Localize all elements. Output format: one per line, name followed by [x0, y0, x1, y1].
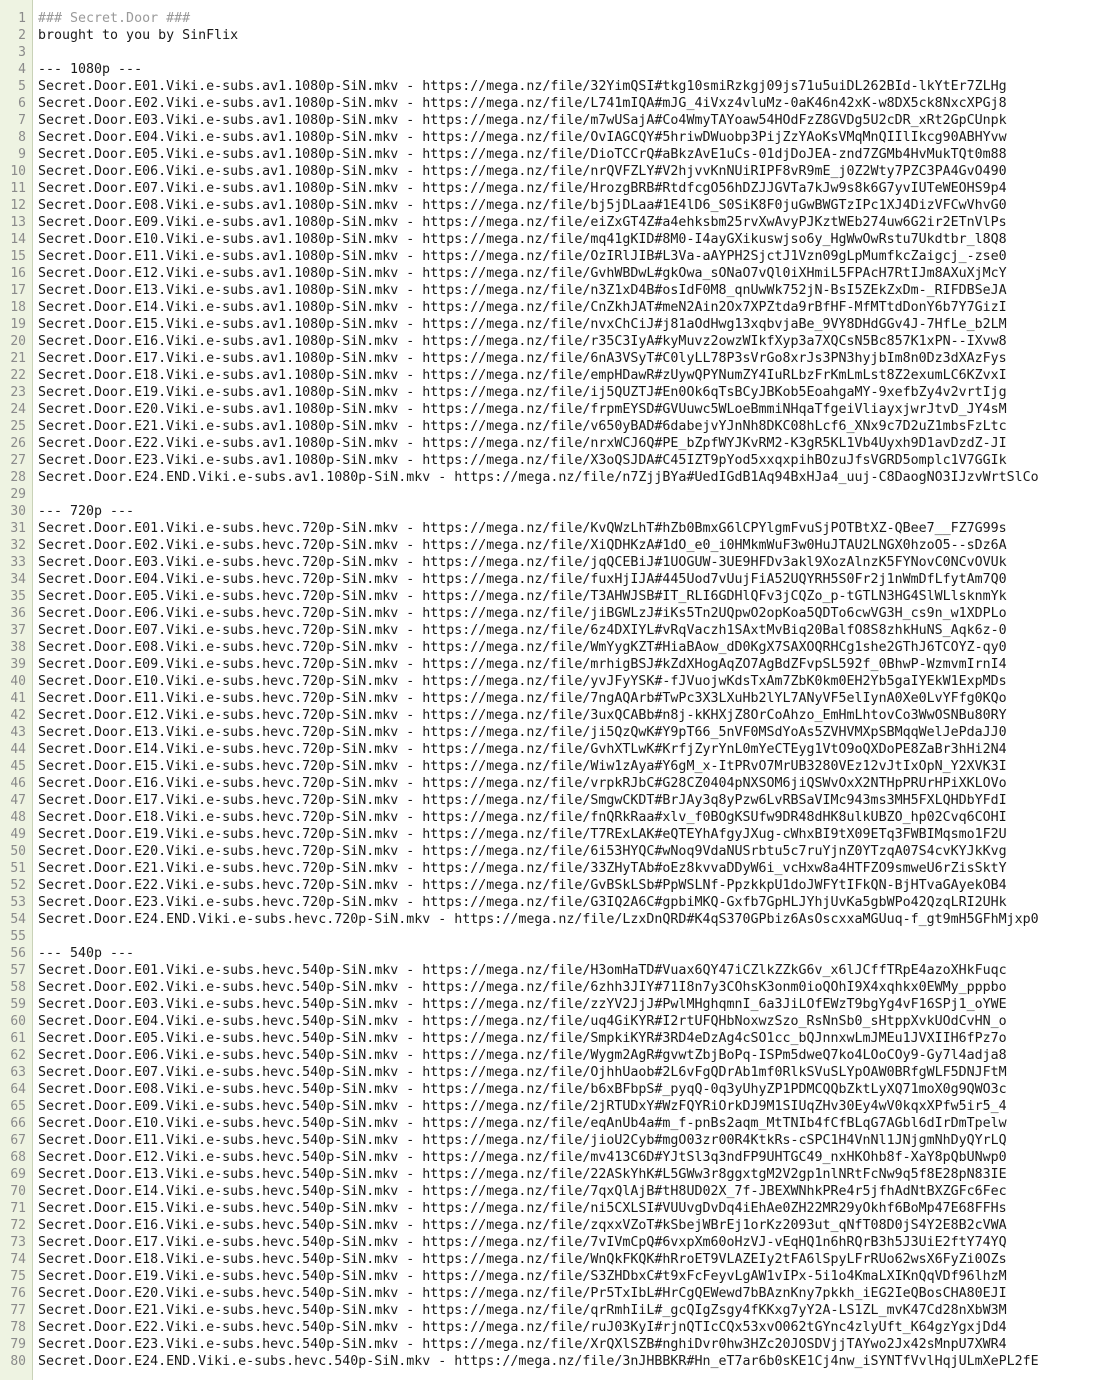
line-number: 77 — [10, 1303, 26, 1318]
line-number: 54 — [10, 912, 26, 927]
document-line[interactable] — [0, 350, 1098, 367]
document-line[interactable] — [0, 690, 1098, 707]
document-line[interactable] — [0, 792, 1098, 809]
line-number: 13 — [10, 215, 26, 230]
line-number: 57 — [10, 963, 26, 978]
line-number: 58 — [10, 980, 26, 995]
line-number: 52 — [10, 878, 26, 893]
line-text: Secret.Door.E08.Viki.e-subs.av1.1080p-SiN.mkv - https://mega.nz/file/bj5jDLaa#1E4lD6_S0SiK8F0juGwBWGTzIPc1XJ4DizVFCwVhvG0 — [38, 198, 1007, 213]
document-line[interactable] — [0, 486, 1098, 503]
line-number: 6 — [18, 96, 26, 111]
line-number: 27 — [10, 453, 26, 468]
line-text: Secret.Door.E03.Viki.e-subs.hevc.540p-SiN.mkv - https://mega.nz/file/zzYV2JjJ#PwlMHghqmnI_6a3JiLOfEWzT9bgYg4vF16SPj1_oYWE — [38, 997, 1007, 1012]
document-line[interactable] — [0, 588, 1098, 605]
document-line[interactable] — [0, 1030, 1098, 1047]
line-number: 30 — [10, 504, 26, 519]
line-text: Secret.Door.E04.Viki.e-subs.hevc.720p-SiN.mkv - https://mega.nz/file/fuxHjIJA#445Uod7vUujFiA52UQYRH5S0Fr2j1nWmDfLfytAm7Q0 — [38, 572, 1007, 587]
document-line[interactable] — [0, 673, 1098, 690]
line-number: 66 — [10, 1116, 26, 1131]
line-number: 62 — [10, 1048, 26, 1063]
line-number: 31 — [10, 521, 26, 536]
line-number: 42 — [10, 708, 26, 723]
line-text: --- 720p --- — [38, 504, 135, 519]
line-text: Secret.Door.E21.Viki.e-subs.av1.1080p-SiN.mkv - https://mega.nz/file/v650yBAD#6dabejvYJnNh8DKC08hLcf6_XNx9c7D2uZ1mbsFzLtc — [38, 419, 1007, 434]
line-number: 45 — [10, 759, 26, 774]
document-line[interactable] — [0, 1302, 1098, 1319]
line-text: Secret.Door.E15.Viki.e-subs.hevc.540p-SiN.mkv - https://mega.nz/file/ni5CXLSI#VUUvgDvDq4iEhAe0ZH22MR29yOkhf6BoMp47E68FFHs — [38, 1201, 1007, 1216]
line-number: 69 — [10, 1167, 26, 1182]
line-text: Secret.Door.E06.Viki.e-subs.hevc.540p-SiN.mkv - https://mega.nz/file/Wygm2AgR#gvwtZbjBoPq-ISPm5dweQ7ko4LOoCOy9-Gy7l4adja8 — [38, 1048, 1007, 1063]
line-text: Secret.Door.E20.Viki.e-subs.hevc.720p-SiN.mkv - https://mega.nz/file/6i53HYQC#wNoq9VdaNUSrbtu5c7ruYjnZ0YTzqA07S4cvKYJkKvg — [38, 844, 1007, 859]
line-number: 28 — [10, 470, 26, 485]
document-line[interactable] — [0, 826, 1098, 843]
line-text: Secret.Door.E06.Viki.e-subs.av1.1080p-SiN.mkv - https://mega.nz/file/nrQVFZLY#V2hjvvKnNUiRIPF8vR9mE_j0Z2Wty7PZC3PA4GvO490 — [38, 164, 1007, 179]
line-text: Secret.Door.E15.Viki.e-subs.hevc.720p-SiN.mkv - https://mega.nz/file/Wiw1zAya#Y6gM_x-ItPRvO7MrUB3280VEz12vJtIxOpN_Y2XVK3I — [38, 759, 1007, 774]
document-line[interactable] — [0, 418, 1098, 435]
line-text: Secret.Door.E08.Viki.e-subs.hevc.720p-SiN.mkv - https://mega.nz/file/WmYygKZT#HiaBAow_dD0KgX7SAXOQRHCg1she2GThJ6TCOYZ-qy0 — [38, 640, 1007, 655]
line-text: Secret.Door.E13.Viki.e-subs.hevc.540p-SiN.mkv - https://mega.nz/file/22ASkYhK#L5GWw3r8ggxtgM2V2gp1nlNRtFcNw9q5f8E28pN83IE — [38, 1167, 1007, 1182]
line-number: 4 — [18, 62, 26, 77]
line-number: 18 — [10, 300, 26, 315]
document-line[interactable] — [0, 894, 1098, 911]
line-text: brought to you by SinFlix — [38, 28, 239, 43]
document-line[interactable] — [0, 1132, 1098, 1149]
line-text: Secret.Door.E24.END.Viki.e-subs.hevc.720p-SiN.mkv - https://mega.nz/file/LzxDnQRD#K4qS370GPbiz6AsOscxxaMGUuq-f_gt9mH5GFhMjxp0 — [38, 912, 1039, 927]
line-number: 70 — [10, 1184, 26, 1199]
document-line[interactable] — [0, 537, 1098, 554]
line-number: 67 — [10, 1133, 26, 1148]
line-text: Secret.Door.E10.Viki.e-subs.hevc.720p-SiN.mkv - https://mega.nz/file/yvJFyYSK#-fJVuojwKdsTxAm7ZbK0km0EH2Yb5gaIYEkW1ExpMDs — [38, 674, 1007, 689]
line-text: Secret.Door.E04.Viki.e-subs.hevc.540p-SiN.mkv - https://mega.nz/file/uq4GiKYR#I2rtUFQHbNoxwzSzo_RsNnSb0_sHtppXvkUOdCvHN_o — [38, 1014, 1007, 1029]
document-line[interactable] — [0, 146, 1098, 163]
document-line[interactable] — [0, 1149, 1098, 1166]
document-line[interactable] — [0, 401, 1098, 418]
line-text: Secret.Door.E14.Viki.e-subs.hevc.720p-SiN.mkv - https://mega.nz/file/GvhXTLwK#KrfjZyrYnL0mYeCTEyg1VtO9oQXDoPE8ZaBr3hHi2N4 — [38, 742, 1007, 757]
document-line[interactable] — [0, 1234, 1098, 1251]
line-number: 80 — [10, 1354, 26, 1369]
line-text: Secret.Door.E22.Viki.e-subs.av1.1080p-SiN.mkv - https://mega.nz/file/nrxWCJ6Q#PE_bZpfWYJKvRM2-K3gR5KL1Vb4Uyxh9D1avDzdZ-JI — [38, 436, 1007, 451]
line-number: 38 — [10, 640, 26, 655]
line-number: 10 — [10, 164, 26, 179]
line-number: 48 — [10, 810, 26, 825]
document-line[interactable] — [0, 860, 1098, 877]
line-number: 61 — [10, 1031, 26, 1046]
line-number: 29 — [10, 487, 26, 502]
line-text: Secret.Door.E18.Viki.e-subs.hevc.720p-SiN.mkv - https://mega.nz/file/fnQRkRaa#xlv_f0BOgKSUfw9DR48dHK8ulkUBZO_hp02Cvq6COHI — [38, 810, 1007, 825]
line-number: 19 — [10, 317, 26, 332]
document-line[interactable] — [0, 758, 1098, 775]
line-number: 8 — [18, 130, 26, 145]
document-line[interactable] — [0, 724, 1098, 741]
document-line[interactable] — [0, 180, 1098, 197]
document-line[interactable] — [0, 1268, 1098, 1285]
document-line[interactable] — [0, 61, 1098, 78]
line-number: 37 — [10, 623, 26, 638]
document-line[interactable] — [0, 605, 1098, 622]
document-line[interactable] — [0, 622, 1098, 639]
document-line[interactable] — [0, 1115, 1098, 1132]
line-number: 71 — [10, 1201, 26, 1216]
line-number: 21 — [10, 351, 26, 366]
line-text: Secret.Door.E12.Viki.e-subs.av1.1080p-SiN.mkv - https://mega.nz/file/GvhWBDwL#gkOwa_sONaO7vQl0iXHmiL5FPAcH7RtIJm8AXuXjMcY — [38, 266, 1007, 281]
line-text: Secret.Door.E16.Viki.e-subs.av1.1080p-SiN.mkv - https://mega.nz/file/r35C3IyA#kyMuvz2owzWIkfXyp3a7XQCsN5Bc857K1xPN--IXvw8 — [38, 334, 1007, 349]
line-number: 11 — [10, 181, 26, 196]
line-number: 41 — [10, 691, 26, 706]
document-line[interactable] — [0, 741, 1098, 758]
line-number: 33 — [10, 555, 26, 570]
line-text: Secret.Door.E10.Viki.e-subs.hevc.540p-SiN.mkv - https://mega.nz/file/eqAnUb4a#m_f-pnBs2aqm_MtTNIb4fCfBLqG7AGbl6dIrDmTpelw — [38, 1116, 1007, 1131]
line-number: 79 — [10, 1337, 26, 1352]
line-number: 64 — [10, 1082, 26, 1097]
document-line[interactable] — [0, 367, 1098, 384]
line-text: Secret.Door.E16.Viki.e-subs.hevc.720p-SiN.mkv - https://mega.nz/file/vrpkRJbC#G28CZ0404pNXSOM6jiQSWvOxX2NTHpPRUrHPiXKLOVo — [38, 776, 1007, 791]
document-line[interactable] — [0, 231, 1098, 248]
line-text: Secret.Door.E09.Viki.e-subs.av1.1080p-SiN.mkv - https://mega.nz/file/eiZxGT4Z#a4ehksbm25rvXwAvyPJKztWEb274uw6G2ir2ETnVlPs — [38, 215, 1007, 230]
document-line[interactable] — [0, 163, 1098, 180]
line-text: Secret.Door.E17.Viki.e-subs.hevc.540p-SiN.mkv - https://mega.nz/file/7vIVmCpQ#6vxpXm60oHzVJ-vEqHQ1n6hRQrB3h5J3UiE2ftY74YQ — [38, 1235, 1007, 1250]
line-number: 65 — [10, 1099, 26, 1114]
line-number: 50 — [10, 844, 26, 859]
document-line[interactable] — [0, 1064, 1098, 1081]
document-line[interactable] — [0, 299, 1098, 316]
document-line[interactable] — [0, 1251, 1098, 1268]
document-line[interactable] — [0, 1353, 1098, 1370]
document-line[interactable] — [0, 78, 1098, 95]
document-line[interactable] — [0, 979, 1098, 996]
line-text: Secret.Door.E14.Viki.e-subs.av1.1080p-SiN.mkv - https://mega.nz/file/CnZkhJAT#meN2Ain2Ox7XPZtda9rBfHF-MfMTtdDonY6b7Y7GizI — [38, 300, 1007, 315]
document-line[interactable] — [0, 1217, 1098, 1234]
document-line[interactable] — [0, 248, 1098, 265]
document-line[interactable] — [0, 333, 1098, 350]
line-number: 36 — [10, 606, 26, 621]
document-line[interactable] — [0, 452, 1098, 469]
line-text: Secret.Door.E09.Viki.e-subs.hevc.720p-SiN.mkv - https://mega.nz/file/mrhigBSJ#kZdXHogAqZO7AgBdZFvpSL592f_0BhwP-WzmvmIrnI4 — [38, 657, 1007, 672]
line-text: Secret.Door.E01.Viki.e-subs.hevc.720p-SiN.mkv - https://mega.nz/file/KvQWzLhT#hZb0BmxG6lCPYlgmFvuSjPOTBtXZ-QBee7__FZ7G99s — [38, 521, 1007, 536]
line-number: 40 — [10, 674, 26, 689]
line-text: Secret.Door.E12.Viki.e-subs.hevc.540p-SiN.mkv - https://mega.nz/file/mv413C6D#YJtSl3q3ndFP9UHTGC49_nxHKOhb8f-XaY8pQbUNwp0 — [38, 1150, 1007, 1165]
line-text: Secret.Door.E08.Viki.e-subs.hevc.540p-SiN.mkv - https://mega.nz/file/b6xBFbpS#_pyqQ-0q3yUhyZP1PDMCQQbZktLyXQ71moX0g9QWO3c — [38, 1082, 1007, 1097]
line-number: 22 — [10, 368, 26, 383]
document-line[interactable] — [0, 27, 1098, 44]
document-line[interactable] — [0, 129, 1098, 146]
line-text: Secret.Door.E11.Viki.e-subs.hevc.720p-SiN.mkv - https://mega.nz/file/7ngAQArb#TwPc3X3LXuHb2lYL7ANyVF5elIynA0Xe0LvYFfg0KQo — [38, 691, 1007, 706]
document-line[interactable] — [0, 962, 1098, 979]
document-line[interactable] — [0, 95, 1098, 112]
line-number: 46 — [10, 776, 26, 791]
document-line[interactable] — [0, 1319, 1098, 1336]
line-text: Secret.Door.E07.Viki.e-subs.hevc.540p-SiN.mkv - https://mega.nz/file/OjhhUaob#2L6vFgQDrAb1mf0RlkSVuSLYpOAW0BRfgWLF5DNJFtM — [38, 1065, 1007, 1080]
line-text: Secret.Door.E07.Viki.e-subs.hevc.720p-SiN.mkv - https://mega.nz/file/6z4DXIYL#vRqVaczh1SAxtMvBiq20BalfO8S8zhkHuNS_Aqk6z-0 — [38, 623, 1007, 638]
line-number: 9 — [18, 147, 26, 162]
line-text: Secret.Door.E11.Viki.e-subs.hevc.540p-SiN.mkv - https://mega.nz/file/jioU2Cyb#mgO03zr00R4KtkRs-cSPC1H4VnNl1JNjgmNhDyQYrLQ — [38, 1133, 1007, 1148]
line-number: 76 — [10, 1286, 26, 1301]
line-number: 16 — [10, 266, 26, 281]
document-line[interactable] — [0, 44, 1098, 61]
line-text: Secret.Door.E09.Viki.e-subs.hevc.540p-SiN.mkv - https://mega.nz/file/2jRTUDxY#WzFQYRiOrkDJ9M1SIUqZHv30Ey4wV0kqxXPfw5ir5_4 — [38, 1099, 1007, 1114]
line-text: Secret.Door.E20.Viki.e-subs.hevc.540p-SiN.mkv - https://mega.nz/file/Pr5TxIbL#HrCgQEWewd7bBAznKny7pkkh_iEG2IeQBosCHA80EJI — [38, 1286, 1007, 1301]
document-line[interactable] — [0, 265, 1098, 282]
document-line[interactable] — [0, 1166, 1098, 1183]
document-line[interactable] — [0, 843, 1098, 860]
line-text: Secret.Door.E18.Viki.e-subs.hevc.540p-SiN.mkv - https://mega.nz/file/WnQkFKQK#hRroET9VLAZEIy2tFA6lSpyLFrRUo62wsX6FyZi0OZs — [38, 1252, 1007, 1267]
line-text: Secret.Door.E22.Viki.e-subs.hevc.720p-SiN.mkv - https://mega.nz/file/GvBSkLSb#PpWSLNf-PpzkkpU1doJWFYtIFkQN-BjHTvaGAyekOB4 — [38, 878, 1007, 893]
line-text: Secret.Door.E18.Viki.e-subs.av1.1080p-SiN.mkv - https://mega.nz/file/empHDawR#zUywQPYNumZY4IuRLbzFrKmLmLst8Z2exumLC6KZvxI — [38, 368, 1007, 383]
line-number: 68 — [10, 1150, 26, 1165]
line-number: 23 — [10, 385, 26, 400]
document-line[interactable] — [0, 1336, 1098, 1353]
document-line[interactable] — [0, 112, 1098, 129]
document-line[interactable] — [0, 809, 1098, 826]
document-line[interactable] — [0, 1013, 1098, 1030]
document-line[interactable] — [0, 554, 1098, 571]
line-text: Secret.Door.E21.Viki.e-subs.hevc.720p-SiN.mkv - https://mega.nz/file/33ZHyTAb#oEz8kvvaDDyW6i_vcHxw8a4HTFZO9smweU6rZisSktY — [38, 861, 1007, 876]
line-text: Secret.Door.E14.Viki.e-subs.hevc.540p-SiN.mkv - https://mega.nz/file/7qxQlAjB#tH8UD02X_7f-JBEXWNhkPRe4r5jfhAdNtBXZGFc6Fec — [38, 1184, 1007, 1199]
line-number: 7 — [18, 113, 26, 128]
line-text: --- 1080p --- — [38, 62, 143, 77]
line-number: 2 — [18, 28, 26, 43]
line-number: 34 — [10, 572, 26, 587]
line-number: 74 — [10, 1252, 26, 1267]
line-number: 20 — [10, 334, 26, 349]
line-text: ### Secret.Door ### — [38, 11, 191, 26]
line-text: Secret.Door.E05.Viki.e-subs.hevc.540p-SiN.mkv - https://mega.nz/file/SmpkiKYR#3RD4eDzAg4cSO1cc_bQJnnxwLmJMEu1JVXIIH6fPz7o — [38, 1031, 1007, 1046]
line-text: Secret.Door.E02.Viki.e-subs.hevc.720p-SiN.mkv - https://mega.nz/file/XiQDHKzA#1dO_e0_i0HMkmWuF3w0HuJTAU2LNGX0hzoO5--sDz6A — [38, 538, 1007, 553]
document-line[interactable] — [0, 469, 1098, 486]
line-text: Secret.Door.E06.Viki.e-subs.hevc.720p-SiN.mkv - https://mega.nz/file/jiBGWLzJ#iKs5Tn2UQpwO2opKoa5QDTo6cwVG3H_cs9n_w1XDPLo — [38, 606, 1007, 621]
line-text: Secret.Door.E02.Viki.e-subs.hevc.540p-SiN.mkv - https://mega.nz/file/6zhh3JIY#71I8n7y3COhsK3onm0ioQOhI9X4xqhkx0EWMy_pppbo — [38, 980, 1007, 995]
document-line[interactable] — [0, 1081, 1098, 1098]
line-text: Secret.Door.E10.Viki.e-subs.av1.1080p-SiN.mkv - https://mega.nz/file/mq41gKID#8M0-I4ayGXikuswjso6y_HgWwOwRstu7Ukdtbr_l8Q8 — [38, 232, 1007, 247]
document-line[interactable] — [0, 945, 1098, 962]
line-number: 25 — [10, 419, 26, 434]
document-line[interactable] — [0, 214, 1098, 231]
document-line[interactable] — [0, 503, 1098, 520]
line-number: 72 — [10, 1218, 26, 1233]
line-text: --- 540p --- — [38, 946, 135, 961]
document-line[interactable] — [0, 197, 1098, 214]
line-number: 53 — [10, 895, 26, 910]
document-line[interactable] — [0, 1183, 1098, 1200]
line-text: Secret.Door.E17.Viki.e-subs.av1.1080p-SiN.mkv - https://mega.nz/file/6nA3VSyT#C0lyLL78P3sVrGo8xrJs3PN3hyjbIm8n0Dz3dXAzFys — [38, 351, 1007, 366]
document-line[interactable] — [0, 639, 1098, 656]
line-text: Secret.Door.E15.Viki.e-subs.av1.1080p-SiN.mkv - https://mega.nz/file/nvxChCiJ#j81aOdHwg13xqbvjaBe_9VY8DHdGGv4J-7HfLe_b2LM — [38, 317, 1007, 332]
line-number: 32 — [10, 538, 26, 553]
line-number: 12 — [10, 198, 26, 213]
document-line[interactable] — [0, 10, 1098, 27]
line-text: Secret.Door.E17.Viki.e-subs.hevc.720p-SiN.mkv - https://mega.nz/file/SmgwCKDT#BrJAy3q8yPzw6LvRBSaVIMc943ms3MH5FXLQHDbYFdI — [38, 793, 1007, 808]
document-line[interactable] — [0, 1098, 1098, 1115]
line-text: Secret.Door.E01.Viki.e-subs.hevc.540p-SiN.mkv - https://mega.nz/file/H3omHaTD#Vuax6QY47iCZlkZZkG6v_x6lJCffTRpE4azoXHkFuqc — [38, 963, 1007, 978]
line-text: Secret.Door.E23.Viki.e-subs.av1.1080p-SiN.mkv - https://mega.nz/file/X3oQSJDA#C45IZT9pYod5xxqxpihBOzuJfsVGRD5omplc1V7GGIk — [38, 453, 1007, 468]
document-line[interactable] — [0, 996, 1098, 1013]
document-line[interactable] — [0, 435, 1098, 452]
document-line[interactable] — [0, 1047, 1098, 1064]
line-text: Secret.Door.E19.Viki.e-subs.hevc.720p-SiN.mkv - https://mega.nz/file/T7RExLAK#eQTEYhAfgyJXug-cWhxBI9tX09ETq3FWBIMqsmo1F2U — [38, 827, 1007, 842]
line-number: 63 — [10, 1065, 26, 1080]
line-number: 15 — [10, 249, 26, 264]
document-line[interactable] — [0, 1200, 1098, 1217]
line-number: 73 — [10, 1235, 26, 1250]
document-line[interactable] — [0, 877, 1098, 894]
line-text: Secret.Door.E23.Viki.e-subs.hevc.540p-SiN.mkv - https://mega.nz/file/XrQXlSZB#nghiDvr0hw3HZc20JOSDVjjTAYwo2Jx42sMnpU7XWR4 — [38, 1337, 1007, 1352]
document-lines[interactable] — [0, 10, 1098, 1370]
document-line[interactable] — [0, 1285, 1098, 1302]
line-text: Secret.Door.E21.Viki.e-subs.hevc.540p-SiN.mkv - https://mega.nz/file/qrRmhIiL#_gcQIgZsgy4fKKxg7yY2A-LS1ZL_mvK47Cd28nXbW3M — [38, 1303, 1007, 1318]
line-text: Secret.Door.E03.Viki.e-subs.hevc.720p-SiN.mkv - https://mega.nz/file/jqQCEBiJ#1UOGUW-3UE9HFDv3akl9XozAlnzK5FYNovC0NCvOVUk — [38, 555, 1007, 570]
document-line[interactable] — [0, 911, 1098, 928]
document-line[interactable] — [0, 520, 1098, 537]
line-text: Secret.Door.E13.Viki.e-subs.hevc.720p-SiN.mkv - https://mega.nz/file/ji5QzQwK#Y9pT66_5nVF0MSdYoAs5ZVHVMXpSBMqqWelJePdaJJ0 — [38, 725, 1007, 740]
line-text: Secret.Door.E23.Viki.e-subs.hevc.720p-SiN.mkv - https://mega.nz/file/G3IQ2A6C#gpbiMKQ-Gxfb7GpHLJYhjUvKa5gbWPo42QzqLRI2UHk — [38, 895, 1007, 910]
line-number: 49 — [10, 827, 26, 842]
line-number: 5 — [18, 79, 26, 94]
document-line[interactable] — [0, 571, 1098, 588]
line-text: Secret.Door.E16.Viki.e-subs.hevc.540p-SiN.mkv - https://mega.nz/file/zqxxVZoT#kSbejWBrEj1orKz2093ut_qNfT08D0jS4Y2E8B2cVWA — [38, 1218, 1007, 1233]
line-text: Secret.Door.E05.Viki.e-subs.hevc.720p-SiN.mkv - https://mega.nz/file/T3AHWJSB#IT_RLI6GDHlQFv3jCQZo_p-tGTLN3HG4SlWLlsknmYk — [38, 589, 1007, 604]
line-text: Secret.Door.E24.END.Viki.e-subs.av1.1080p-SiN.mkv - https://mega.nz/file/n7ZjjBYa#UedIGdB1Aq94BxHJa4_uuj-C8DaogNO3IJzvWrtSlCo — [38, 470, 1039, 485]
document-line[interactable] — [0, 316, 1098, 333]
line-number: 1 — [18, 11, 26, 26]
line-number: 39 — [10, 657, 26, 672]
line-text: Secret.Door.E03.Viki.e-subs.av1.1080p-SiN.mkv - https://mega.nz/file/m7wUSajA#Co4WmyTAYoaw54HOdFzZ8GVDg5U2cDR_xRt2GpCUnpk — [38, 113, 1007, 128]
line-text: Secret.Door.E02.Viki.e-subs.av1.1080p-SiN.mkv - https://mega.nz/file/L741mIQA#mJG_4iVxz4vluMz-0aK46n42xK-w8DX5ck8NxcXPGj8 — [38, 96, 1007, 111]
line-number: 55 — [10, 929, 26, 944]
line-text: Secret.Door.E24.END.Viki.e-subs.hevc.540p-SiN.mkv - https://mega.nz/file/3nJHBBKR#Hn_eT7ar6b0sKE1Cj4nw_iSYNTfVvlHqjULmXePL2fE — [38, 1354, 1039, 1369]
line-number: 60 — [10, 1014, 26, 1029]
line-text: Secret.Door.E22.Viki.e-subs.hevc.540p-SiN.mkv - https://mega.nz/file/ruJ03KyI#rjnQTIcCQx53xvO062tGYnc4zlyUft_K64gzYgxjDd4 — [38, 1320, 1007, 1335]
document-line[interactable] — [0, 775, 1098, 792]
line-text: Secret.Door.E11.Viki.e-subs.av1.1080p-SiN.mkv - https://mega.nz/file/OzIRlJIB#L3Va-aAYPH2SjctJ1Vzn09gLpMumfkcZaigcj_-zse0 — [38, 249, 1007, 264]
line-number: 51 — [10, 861, 26, 876]
line-number: 14 — [10, 232, 26, 247]
line-text: Secret.Door.E19.Viki.e-subs.av1.1080p-SiN.mkv - https://mega.nz/file/ij5QUZTJ#En0Ok6qTsBCyJBKob5EoahgaMY-9xefbZy4v2vrtIjg — [38, 385, 1007, 400]
line-number: 43 — [10, 725, 26, 740]
line-number: 78 — [10, 1320, 26, 1335]
line-number: 44 — [10, 742, 26, 757]
document-line[interactable] — [0, 928, 1098, 945]
document-line[interactable] — [0, 707, 1098, 724]
document-line[interactable] — [0, 384, 1098, 401]
line-number: 26 — [10, 436, 26, 451]
line-number: 17 — [10, 283, 26, 298]
line-text: Secret.Door.E12.Viki.e-subs.hevc.720p-SiN.mkv - https://mega.nz/file/3uxQCABb#n8j-kKHXjZ8OrCoAhzo_EmHmLhtovCo3WwOSNBu80RY — [38, 708, 1007, 723]
line-number: 35 — [10, 589, 26, 604]
line-text: Secret.Door.E04.Viki.e-subs.av1.1080p-SiN.mkv - https://mega.nz/file/OvIAGCQY#5hriwDWuobp3PijZzYAoKsVMqMnQIIlIkcg90ABHYvw — [38, 130, 1007, 145]
line-number: 3 — [18, 45, 26, 60]
line-number: 59 — [10, 997, 26, 1012]
line-number: 75 — [10, 1269, 26, 1284]
line-number: 47 — [10, 793, 26, 808]
line-text: Secret.Door.E13.Viki.e-subs.av1.1080p-SiN.mkv - https://mega.nz/file/n3Z1xD4B#osIdF0M8_qnUwWk752jN-BsI5ZEkZxDm-_RIFDBSeJA — [38, 283, 1007, 298]
line-text: Secret.Door.E01.Viki.e-subs.av1.1080p-SiN.mkv - https://mega.nz/file/32YimQSI#tkg10smiRzkgj09js71u5uiDL262BId-lkYtEr7ZLHg — [38, 79, 1007, 94]
line-text: Secret.Door.E07.Viki.e-subs.av1.1080p-SiN.mkv - https://mega.nz/file/HrozgBRB#RtdfcgO56hDZJJGVTa7kJw9s8k6G7yvIUTeWEOHS9p4 — [38, 181, 1007, 196]
line-text: Secret.Door.E05.Viki.e-subs.av1.1080p-SiN.mkv - https://mega.nz/file/DioTCCrQ#aBkzAvE1uCs-01djDoJEA-znd7ZGMb4HvMukTQt0m88 — [38, 147, 1007, 162]
line-text: Secret.Door.E20.Viki.e-subs.av1.1080p-SiN.mkv - https://mega.nz/file/frpmEYSD#GVUuwc5WLoeBmmiNHqaTfgeiVliayxjwrJtvD_JY4sM — [38, 402, 1007, 417]
document-line[interactable] — [0, 282, 1098, 299]
line-number: 24 — [10, 402, 26, 417]
line-text: Secret.Door.E19.Viki.e-subs.hevc.540p-SiN.mkv - https://mega.nz/file/S3ZHDbxC#t9xFcFeyvLgAW1vIPx-5i1o4KmaLXIKnQqVDf96lhzM — [38, 1269, 1007, 1284]
document-line[interactable] — [0, 656, 1098, 673]
line-number: 56 — [10, 946, 26, 961]
